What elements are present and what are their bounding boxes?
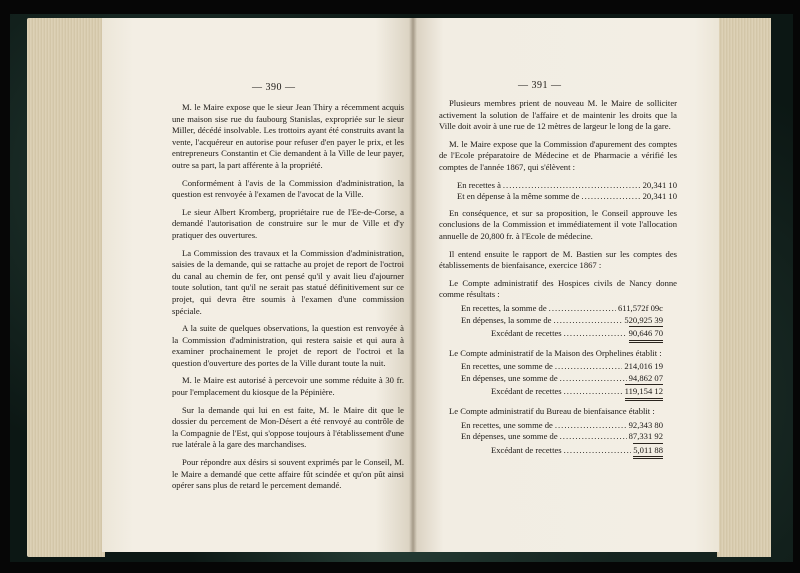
bienfaisance-depenses-row: En dépenses, une somme de ..... 87,331 92 <box>461 431 663 443</box>
paragraph-bastien: Il entend ensuite le rapport de M. Bastien sur les comptes des établissements de bienfaisance, exercice 1867 : <box>439 248 677 271</box>
bienfaisance-recettes-row: En recettes, une somme de ..... 92,343 80 <box>461 420 663 432</box>
hospices-excedent-row: Excédant de recettes ..... 90,646 70 <box>461 326 663 343</box>
paragraph-commission-travaux: La Commission des travaux et la Commission d'administration, saisies de la demande, qui se rattache au projet de report de l'octroi du canal au chemin de fer, ont pensé qu'il y avait lieu d'ajourner toute solution, tant qu'il ne serait pas statué définitivement sur ce projet, qui devra être soumis à l'examen d'une commission spéciale. <box>172 247 404 316</box>
hospices-depenses-row: En dépenses, la somme de ..... 520,925 39 <box>461 315 663 327</box>
ecole-recettes-row: En recettes à ..... 20,341 10 <box>457 180 677 192</box>
orphelines-excedent-row: Excédant de recettes ..... 119,154 12 <box>461 384 663 401</box>
ecole-accounts <box>439 180 677 203</box>
paragraph-allocation: En conséquence, et sur sa proposition, le Conseil approuve les conclusions de la Commission et immédiatement il vote l'allocation annuelle de 20,800 fr. à l'Ecole de médecine. <box>439 207 677 241</box>
book-gutter <box>409 18 417 552</box>
paragraph-mon-desert: Sur la demande qui lui en est faite, M. le Maire dit que le dossier du percement de Mon-Désert a été renvoyé au contrôle de la Compagnie de l'Est, qui s'oppose toujours à l'établissement d'une rue latérale à la gare des marchandises. <box>172 404 404 450</box>
orphelines-recettes-row: En recettes, une somme de ..... 214,016 19 <box>461 361 663 373</box>
bienfaisance-intro: Le Compte administratif du Bureau de bienfaisance établit : <box>449 406 655 417</box>
bienfaisance-excedent-row: Excédant de recettes ..... 5,011 88 <box>461 443 663 460</box>
right-page-text <box>439 98 677 464</box>
paragraph-ecole-medecine: M. le Maire expose que la Commission d'apurement des comptes de l'Ecole préparatoire de Médecine et de Pharmacie a vérifié les comptes de l'année 1867, qui s'élèvent : <box>439 138 677 172</box>
paragraph-kiosque: M. le Maire est autorisé à percevoir une somme réduite à 30 fr. pour l'emplacement du kiosque de la Pépinière. <box>172 375 404 398</box>
hospices-recettes-row: En recettes, la somme de ..... 611,572f 09c <box>461 303 663 315</box>
page-edges-right <box>717 18 771 557</box>
bienfaisance-accounts <box>439 420 677 460</box>
paragraph-gare: Plusieurs membres prient de nouveau M. le Maire de solliciter activement la solution de l'affaire et de maintenir les droits que la Ville doit avoir à une rue de 12 mètres de largeur le long de la gare. <box>439 98 677 132</box>
orphelines-intro: Le Compte administratif de la Maison des Orphelines établit : <box>449 347 662 358</box>
orphelines-depenses-row: En dépenses, une somme de ..... 94,862 07 <box>461 373 663 385</box>
hospices-accounts <box>439 303 677 343</box>
right-page <box>413 18 719 552</box>
paragraph-kromberg: Le sieur Albert Kromberg, propriétaire rue de l'Ee-de-Corse, a demandé l'autorisation de construire sur le mur de Ville et d'y pratiquer des ouvertures. <box>172 206 404 240</box>
ecole-depense-row: Et en dépense à la même somme de ..... 20,341 10 <box>457 191 677 203</box>
orphelines-accounts <box>439 361 677 401</box>
paragraph-octroi: A la suite de quelques observations, la question est renvoyée à la Commission d'administration, qui restera saisie et qui aura à examiner prochainement le projet de report de l'octroi et la question d'ouverture des portes de la Ville durant toute la nuit. <box>172 323 404 368</box>
paragraph-thiry: M. le Maire expose que le sieur Jean Thiry a récemment acquis une maison sise rue du faubourg Stanislas, expropriée sur le sieur Miller, décédé insolvable. Les trottoirs ayant été construits avant la vente, l'acquéreur en autorise pour refuser d'en payer le prix, et les entrepreneurs Constantin et Cie demandent à la Ville de leur payer, outre sa part, la part afférente à la propriété. <box>172 102 404 170</box>
page-edges-left <box>27 18 105 557</box>
left-page-text <box>172 102 404 498</box>
page-number-right: — 391 — <box>518 80 562 91</box>
page-number-left: — 390 — <box>252 82 296 93</box>
hospices-intro: Le Compte administratif des Hospices civils de Nancy donne comme résultats : <box>439 277 677 300</box>
paragraph-renvoi-avocat: Conformément à l'avis de la Commission d'administration, la question est renvoyée à l'examen de l'avocat de la Ville. <box>172 177 404 200</box>
paragraph-percement: Pour répondre aux désirs si souvent exprimés par le Conseil, M. le Maire a demandé que cette affaire fût scindée et qu'on pût ainsi opérer sans plus de retard le percement demandé. <box>172 457 404 491</box>
left-page <box>102 18 413 552</box>
